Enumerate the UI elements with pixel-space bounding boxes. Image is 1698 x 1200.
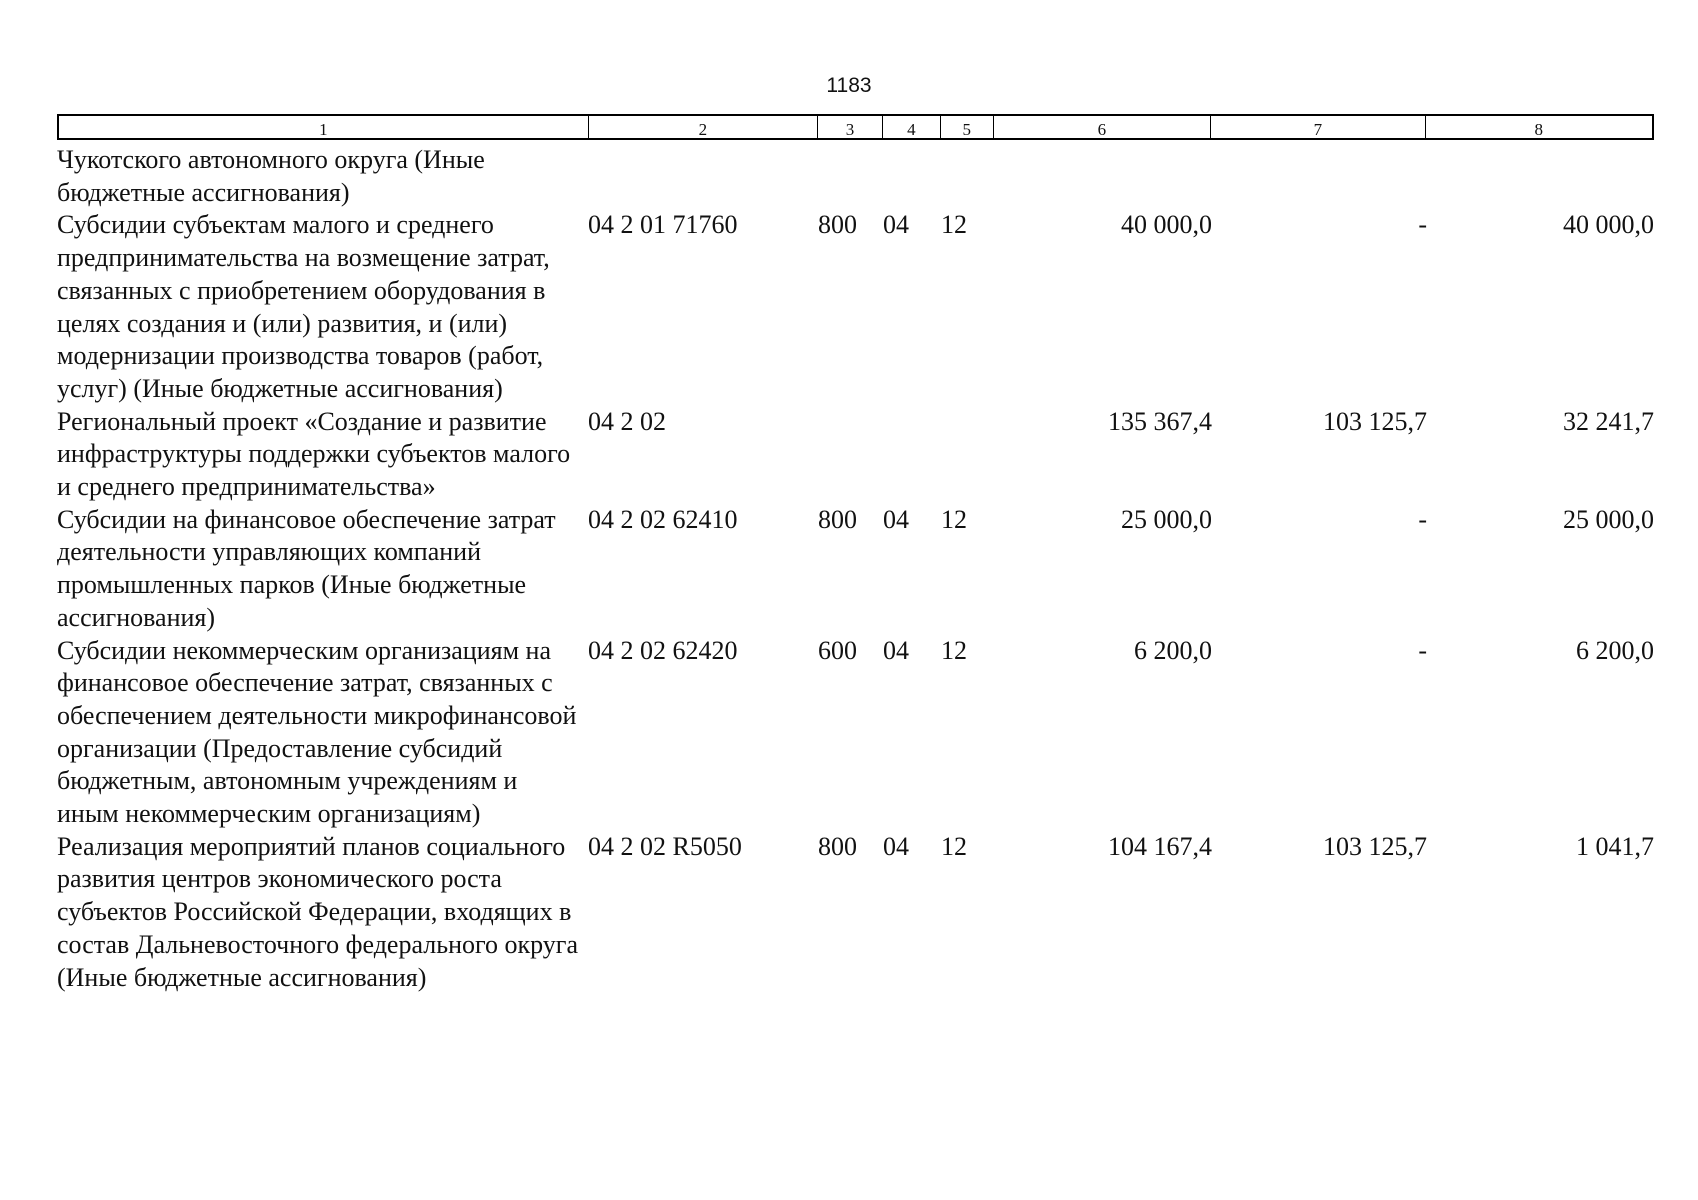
column-header-6: 6 [994,116,1211,138]
table-row [57,635,1654,831]
row-expense-type: 800 [818,504,857,534]
row-section: 04 [883,831,909,861]
page-number: 1183 [826,74,872,97]
row-amount-federal: - [1418,210,1427,240]
row-amount-regional: 1 041,7 [1576,831,1654,861]
column-header-4: 4 [883,116,941,138]
row-target-code: 04 2 02 R5050 [588,831,742,861]
row-subsection: 12 [941,831,967,861]
row-subsection: 12 [941,504,967,534]
column-header-7: 7 [1211,116,1425,138]
table-row [57,144,1654,209]
row-subsection: 12 [941,635,967,665]
row-amount-federal: - [1418,504,1427,534]
budget-table-body [57,144,1654,994]
row-amount-regional: 6 200,0 [1576,635,1654,665]
row-amount-regional: 25 000,0 [1563,504,1654,534]
column-header-8: 8 [1534,119,1544,139]
row-amount-total: 6 200,0 [1134,635,1212,665]
row-amount-regional: 32 241,7 [1563,406,1654,436]
table-column-header-row [57,114,1654,140]
row-description: Субсидии на финансовое обеспечение затрат деятельности управляющих компаний промышленных парков (Иные бюджетные ассигнования) [57,504,556,632]
row-target-code: 04 2 02 [588,406,666,436]
row-section: 04 [883,210,909,240]
column-header-1: 1 [59,116,589,138]
row-amount-total: 104 167,4 [1108,831,1212,861]
row-description: Субсидии субъектам малого и среднего предпринимательства на возмещение затрат, связанных с приобретением оборудования в целях создания и (или) развития, и (или) модернизации производства товаров (работ, услуг) (Иные бюджетные ассигнования) [57,210,550,403]
column-header-2: 2 [589,116,818,138]
row-target-code: 04 2 02 62420 [588,635,738,665]
row-description: Субсидии некоммерческим организациям на финансовое обеспечение затрат, связанных с обеспечением деятельности микрофинансовой организации (Предоставление субсидий бюджетным, автономным учреждениям и иным некоммерческим организациям) [57,635,577,829]
row-target-code: 04 2 02 62410 [588,504,738,534]
row-amount-regional: 40 000,0 [1563,210,1654,240]
row-description: Региональный проект «Создание и развитие инфраструктуры поддержки субъектов малого и среднего предпринимательства» [57,406,571,502]
row-description: Реализация мероприятий планов социального развития центров экономического роста субъектов Российской Федерации, входящих в состав Дальневосточного федерального округа (Иные бюджетные ассигнования) [57,831,578,992]
table-row [57,504,1654,635]
row-expense-type: 800 [818,210,857,240]
table-row [57,831,1654,995]
row-section: 04 [883,635,909,665]
table-row [57,209,1654,405]
column-header-5: 5 [941,116,994,138]
row-amount-total: 135 367,4 [1108,406,1212,436]
row-expense-type: 800 [818,831,857,861]
row-subsection: 12 [941,210,967,240]
row-amount-total: 40 000,0 [1121,210,1212,240]
table-row [57,406,1654,504]
row-amount-federal: 103 125,7 [1323,406,1427,436]
column-header-3: 3 [818,116,883,138]
row-amount-total: 25 000,0 [1121,504,1212,534]
row-expense-type: 600 [818,635,857,665]
row-target-code: 04 2 01 71760 [588,210,738,240]
row-description: Чукотского автономного округа (Иные бюджетные ассигнования) [57,145,485,207]
row-amount-federal: 103 125,7 [1323,831,1427,861]
row-amount-federal: - [1418,635,1427,665]
row-section: 04 [883,504,909,534]
